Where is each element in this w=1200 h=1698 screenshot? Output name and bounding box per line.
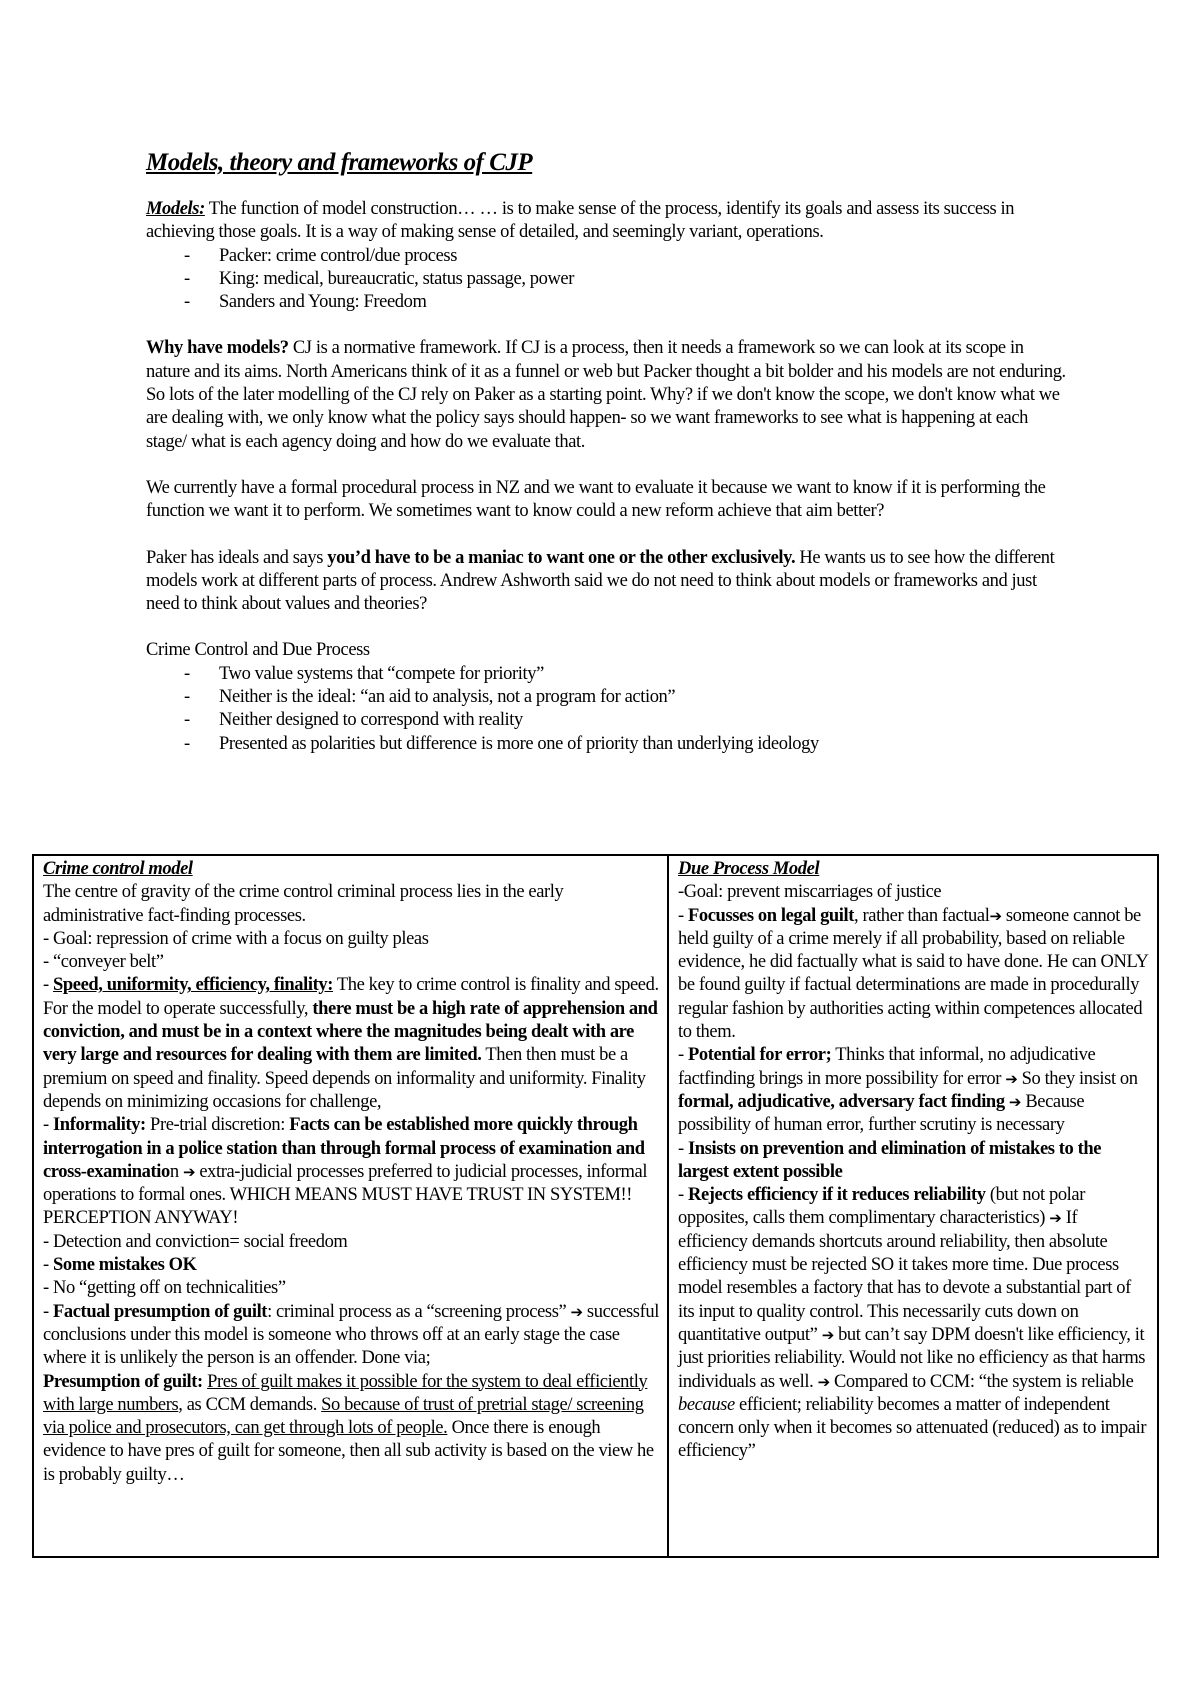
- cc-factual-label: Factual presumption of guilt: [53, 1301, 268, 1322]
- cc-presumption-label: Presumption of guilt:: [43, 1371, 203, 1392]
- arrow-right-icon: ➔: [1005, 1069, 1018, 1088]
- cc-speed-label: Speed, uniformity, efficiency, finality:: [53, 975, 333, 996]
- cc-speed-bold: there must be a high rate of apprehension and conviction, and must be in a context where the magnitudes being dealt with are very large and resources for dealing with them are limited.: [43, 998, 658, 1066]
- arrow-right-icon: ➔: [1049, 1209, 1062, 1228]
- dp-rejects-text-3: but can’t say DPM doesn't like efficiency, it just priorities reliability. Would not like no efficiency as that harms individuals as well.: [678, 1324, 1146, 1392]
- cc-goal: - Goal: repression of crime with a focus on guilty pleas: [43, 928, 429, 949]
- arrow-right-icon: ➔: [989, 906, 1002, 925]
- dp-error: - Potential for error; Thinks that informal, no adjudicative factfinding brings in more possibility for error ➔ So they insist on formal, adjudicative, adversary fact finding ➔ Because possibility of human error, further scrutiny is necessary: [678, 1045, 1138, 1136]
- nz-paragraph: We currently have a formal procedural process in NZ and we want to evaluate it because we want to know if it is performing the function we want it to perform. We sometimes want to know could a new reform achieve that aim better?: [146, 477, 1046, 522]
- dp-error-label: Potential for error;: [688, 1045, 832, 1066]
- cc-speed-text: The key to crime control is finality and speed. For the model to operate successfully,: [43, 975, 659, 1019]
- list-item: - Packer: crime control/due process: [146, 245, 1066, 268]
- cc-informality-text-3: extra-judicial processes preferred to judicial processes, informal operations to formal ones. WHICH MEANS MUST HAVE TRUST IN SYSTEM!! PERCEPTION ANYWAY!: [43, 1161, 648, 1229]
- dp-error-text-2: So they insist on: [1017, 1068, 1138, 1089]
- list-item: - Presented as polarities but difference is more one of priority than underlying ideology: [146, 733, 1066, 756]
- dp-goal: -Goal: prevent miscarriages of justice: [678, 882, 942, 903]
- cc-informality: - Informality: Pre-trial discretion: Facts can be established more quickly through interrogation in a police station than through formal process of examination and cross-examination ➔ extra-judicial processes preferred to judicial processes, informal operations to formal ones. WHICH MEANS MUST HAVE TRUST IN SYSTEM!! PERCEPTION ANYWAY!: [43, 1115, 648, 1229]
- dp-legal-text-2: someone cannot be held guilty of a crime merely if all probability, based on reliable evidence, he did factually what is said to have done. He can ONLY be found guilty if factual determinations are made in procedurally regular fashion by authorities acting within competences allocated to them.: [678, 905, 1148, 1043]
- arrow-right-icon: ➔: [821, 1325, 834, 1344]
- cc-intro: The centre of gravity of the crime control criminal process lies in the early administrative fact-finding processes.: [43, 882, 564, 926]
- dp-error-text: Thinks that informal, no adjudicative factfinding brings in more possibility for error: [678, 1045, 1096, 1089]
- why-text: CJ is a normative framework. If CJ is a process, then it needs a framework so we can look at its scope in nature and its aims. North Americans think of it as a funnel or web but Packer thought a bit bolder and his models are not enduring. So lots of the later modelling of the CJ rely on Paker as a starting point. Why? if we don't know the scope, we don't know what we are dealing with, we only know what the policy says should happen- so we want frameworks to see what is happening at each stage/ what is each agency doing and how do we evaluate that.: [146, 338, 1066, 452]
- models-label: Models:: [146, 199, 205, 219]
- cc-informality-text-2: n: [169, 1161, 183, 1182]
- why-paragraph: [146, 337, 1066, 453]
- list-item: - King: medical, bureaucratic, status passage, power: [146, 268, 1066, 291]
- dp-legal-text: , rather than factual: [854, 905, 990, 926]
- dp-rejects-text-4: Compared to CCM: “the system is reliable: [829, 1371, 1134, 1392]
- dp-insists: - Insists on prevention and elimination of mistakes to the largest extent possible: [678, 1138, 1102, 1182]
- dp-insists-label: Insists on prevention and elimination of mistakes to the largest extent possible: [678, 1138, 1102, 1182]
- cc-speed-text-2: Then then must be a premium on speed and finality. Speed depends on informality and uniformity. Finality depends on minimizing occasions for challenge,: [43, 1045, 646, 1112]
- list-item: - Neither is the ideal: “an aid to analysis, not a program for action”: [146, 686, 1066, 709]
- ccdp-heading: Crime Control and Due Process: [146, 640, 370, 661]
- model-list: [146, 245, 1066, 315]
- dp-error-text-4: Because possibility of human error, further scrutiny is necessary: [678, 1091, 1085, 1136]
- cc-mistakes: - Some mistakes OK: [43, 1255, 197, 1276]
- paker-bold: you’d have to be a maniac to want one or the other exclusively.: [327, 547, 796, 568]
- cc-technicalities: - No “getting off on technicalities”: [43, 1278, 286, 1299]
- cc-informality-label: Informality:: [53, 1115, 146, 1136]
- dp-rejects-text-5: efficient; reliability becomes a matter of independent concern only when it becomes so attenuated (reduced) as to impair efficiency”: [678, 1394, 1147, 1462]
- dp-rejects-text: (but not polar opposites, calls them complimentary characteristics): [678, 1185, 1085, 1229]
- document-page: [146, 148, 1066, 756]
- due-process-heading: Due Process Model: [678, 859, 820, 879]
- why-label: Why have models?: [146, 338, 289, 359]
- models-paragraph: [146, 198, 1066, 245]
- paker-text-1: Paker has ideals and says: [146, 547, 328, 568]
- cc-factual-text: : criminal process as a “screening process”: [267, 1301, 571, 1322]
- cc-mistakes-label: Some mistakes OK: [53, 1255, 197, 1276]
- due-process-column: [669, 856, 1157, 1556]
- list-item: - Sanders and Young: Freedom: [146, 291, 1066, 314]
- comparison-table: [32, 854, 1159, 1558]
- cc-informality-bold: Facts can be established more quickly through interrogation in a police station than through formal process of examination and cross-examinatio: [43, 1115, 645, 1182]
- cc-presumption: [43, 1371, 659, 1487]
- ccdp-list: [146, 663, 1066, 756]
- cc-factual-text-2: successful conclusions under this model is someone who throws off at an early stage the case where it is unlikely the person is an offender. Done via;: [43, 1301, 659, 1369]
- paker-paragraph: [146, 547, 1066, 617]
- models-text: The function of model construction… … is to make sense of the process, identify its goals and assess its success in achieving those goals. It is a way of making sense of detailed, and seemingly variant, operations.: [146, 199, 1015, 243]
- dp-legal-label: Focusses on legal guilt: [688, 905, 855, 926]
- cc-detection: - Detection and conviction= social freedom: [43, 1231, 348, 1252]
- paker-text-2: He wants us to see how the different models work at different parts of process. Andrew Ashworth said we do not need to think about models or frameworks and just need to think about values and theories?: [146, 547, 1055, 615]
- cc-presumption-underline-2: So because of trust of pretrial stage/ screening via police and prosecutors, can get through lots of people.: [43, 1394, 644, 1439]
- cc-speed: - Speed, uniformity, efficiency, finality: The key to crime control is finality and speed. For the model to operate successfully, there must be a high rate of apprehension and conviction, and must be in a context where the magnitudes being dealt with are very large and resources for dealing with them are limited. Then then must be a premium on speed and finality. Speed depends on informality and uniformity. Finality depends on minimizing occasions for challenge,: [43, 975, 659, 1112]
- cc-presumption-text: , as CCM demands.: [178, 1394, 322, 1415]
- crime-control-heading: Crime control model: [43, 859, 193, 879]
- dp-rejects-text-2: If efficiency demands shortcuts around reliability, then absolute efficiency must be rejected SO it takes more time. Due process model resembles a factory that has to devote a substantial part of its input to quality control. This necessarily cuts down on quantitative output”: [678, 1208, 1131, 1345]
- arrow-right-icon: ➔: [817, 1372, 830, 1391]
- cc-conveyer: - “conveyer belt”: [43, 952, 164, 973]
- cc-presumption-underline-1: Pres of guilt makes it possible for the system to deal efficiently with large numbers: [43, 1371, 648, 1415]
- list-item: - Neither designed to correspond with reality: [146, 709, 1066, 732]
- arrow-right-icon: ➔: [1008, 1092, 1022, 1111]
- cc-factual: - Factual presumption of guilt: criminal process as a “screening process” ➔ successful conclusions under this model is someone who throws off at an early stage the case where it is unlikely the person is an offender. Done via;: [43, 1301, 659, 1369]
- crime-control-column: [34, 856, 669, 1556]
- arrow-right-icon: ➔: [570, 1302, 583, 1321]
- list-item: - Two value systems that “compete for priority”: [146, 663, 1066, 686]
- dp-error-bold: formal, adjudicative, adversary fact finding: [678, 1091, 1005, 1112]
- cc-informality-text: Pre-trial discretion:: [145, 1115, 290, 1136]
- dp-rejects: - Rejects efficiency if it reduces reliability (but not polar opposites, calls them complimentary characteristics) ➔ If efficiency demands shortcuts around reliability, then absolute efficiency must be rejected SO it takes more time. Due process model resembles a factory that has to devote a substantial part of its input to quality control. This necessarily cuts down on quantitative output” ➔ but can’t say DPM doesn't like efficiency, it just priorities reliability. Would not like no efficiency as that harms individuals as well. ➔ Compared to CCM: “the system is reliable because efficient; reliability becomes a matter of independent concern only when it becomes so attenuated (reduced) as to impair efficiency”: [678, 1185, 1147, 1462]
- cc-presumption-text-2: Once there is enough evidence to have pres of guilt for someone, then all sub activity is based on the view he is probably guilty…: [43, 1418, 654, 1485]
- document-title: Models, theory and frameworks of CJP: [146, 149, 533, 176]
- arrow-right-icon: ➔: [182, 1162, 196, 1181]
- dp-legal-guilt: - Focusses on legal guilt, rather than factual➔ someone cannot be held guilty of a crime merely if all probability, based on reliable evidence, he did factually what is said to have done. He can ONLY be found guilty if factual determinations are made in procedurally regular fashion by authorities acting within competences allocated to them.: [678, 905, 1148, 1043]
- dp-rejects-label: Rejects efficiency if it reduces reliability: [688, 1185, 986, 1206]
- dp-because: because: [678, 1394, 735, 1415]
